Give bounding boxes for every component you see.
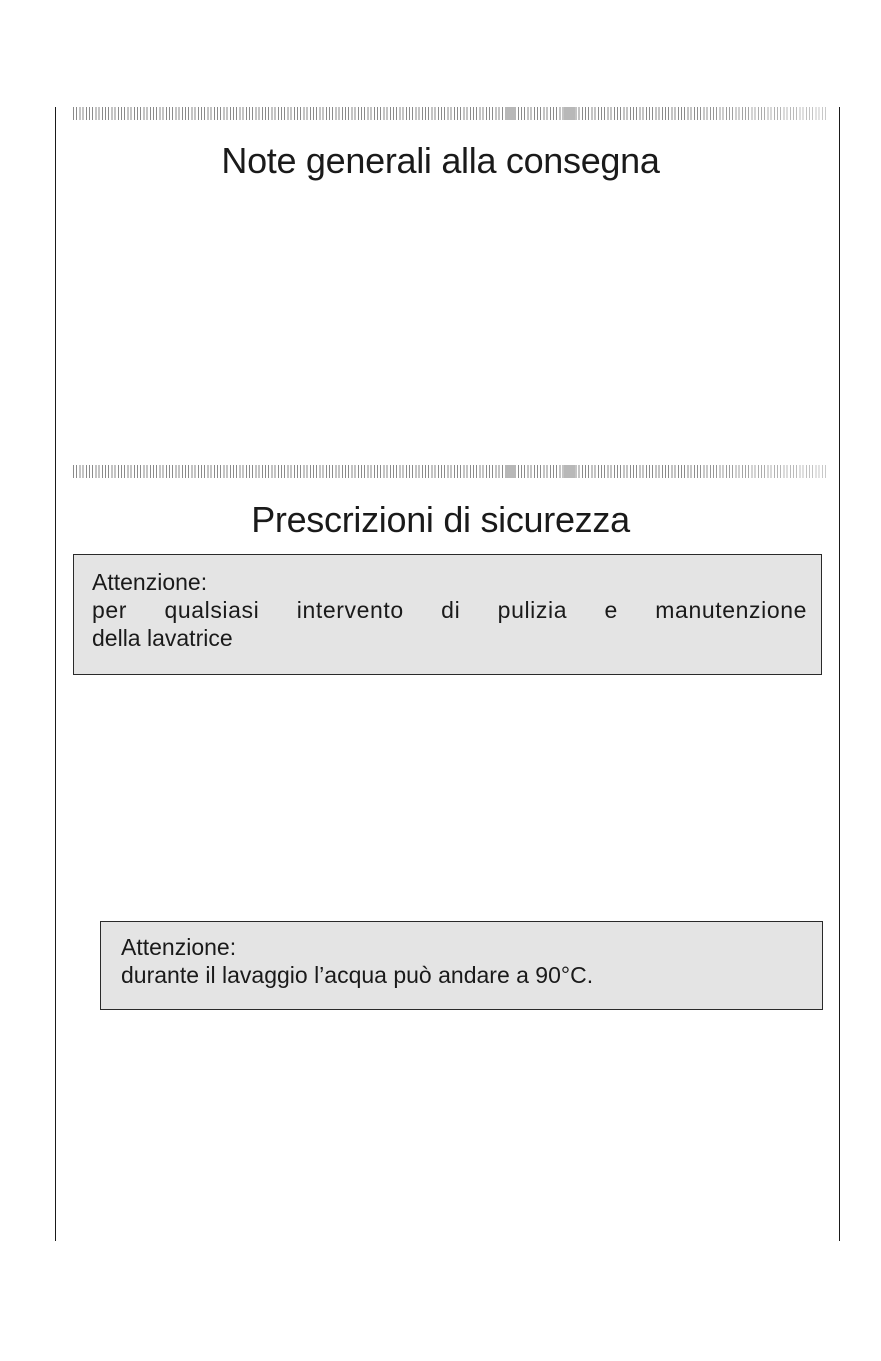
warning-text: durante il lavaggio l’acqua può andare a 90°C.	[121, 962, 594, 988]
page-border-left	[55, 107, 56, 1241]
warning-text: per qualsiasi intervento di pulizia e manutenzione	[92, 597, 807, 623]
warning-heading: Attenzione:	[92, 569, 208, 595]
section-title-safety: Prescrizioni di sicurezza	[251, 499, 630, 540]
section-divider-rule	[73, 465, 827, 478]
warning-box-cleaning	[73, 554, 822, 675]
warning-text: della lavatrice	[92, 625, 233, 651]
warning-heading: Attenzione:	[121, 934, 237, 960]
section-divider-rule	[73, 107, 827, 120]
warning-box-temperature	[100, 921, 823, 1010]
page-border-right	[839, 107, 840, 1241]
section-title-delivery-notes: Note generali alla consegna	[221, 140, 660, 181]
